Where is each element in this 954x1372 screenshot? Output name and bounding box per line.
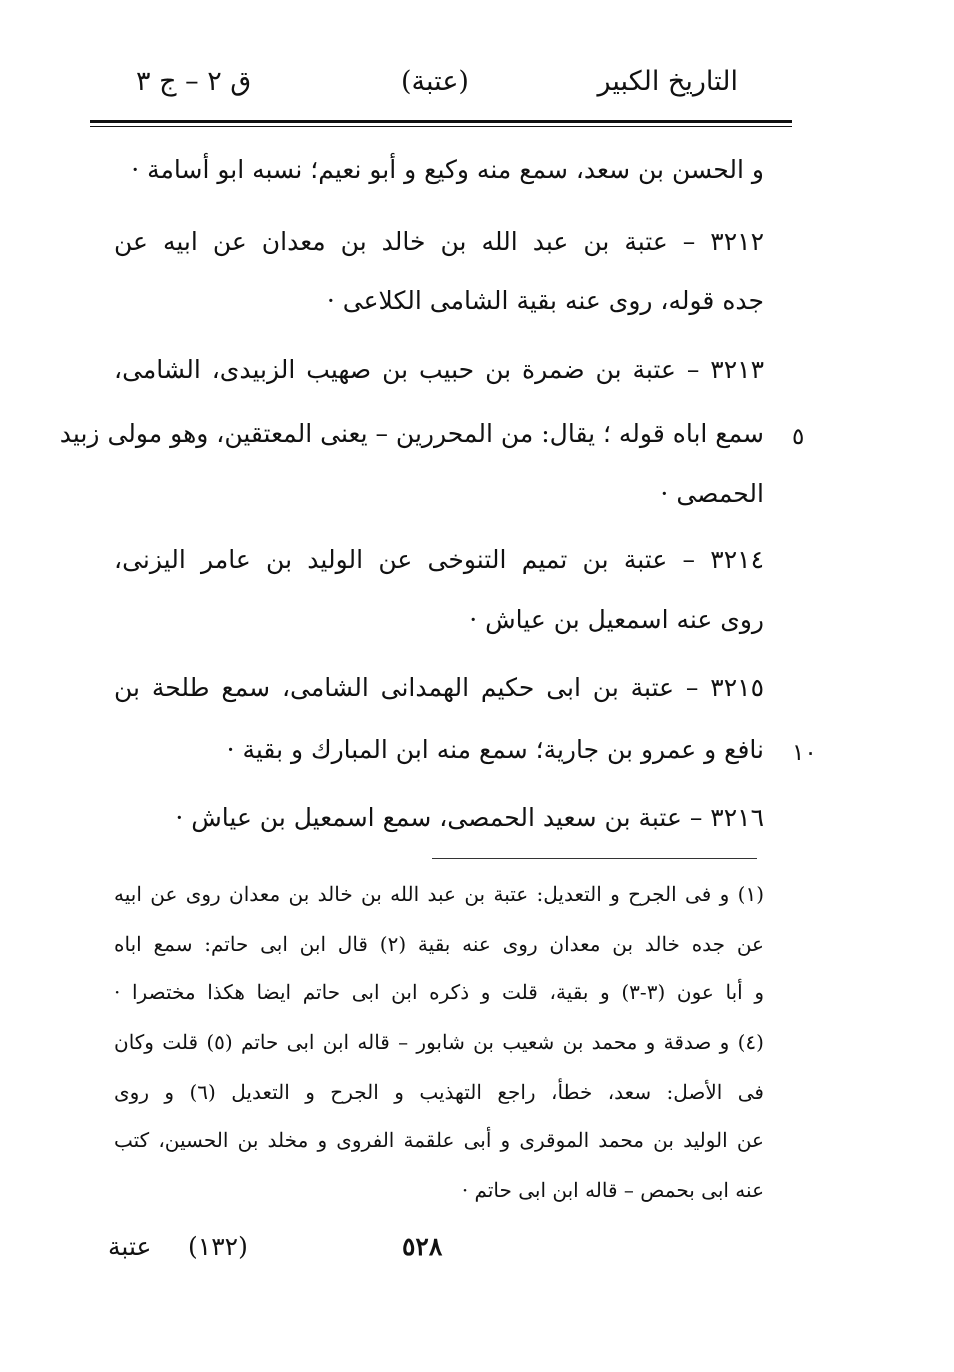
body-line: ٣٢١٥ – عتبة بن ابى حكيم الهمدانى الشامى، سمع طلحة بن [114, 673, 764, 702]
body-line: ٣٢١٤ – عتبة بن تميم التنوخى عن الوليد بن عامر اليزنى، [114, 545, 764, 574]
line-number: ١٠ [792, 740, 817, 766]
page-number: ٥٢٨ [402, 1232, 443, 1261]
header-rule-thin [90, 126, 792, 127]
body-line: و الحسن بن سعد، سمع منه وكيع و أبو نعيم؛ نسبه ابو أسامة · [131, 155, 764, 184]
signature-number: (١٣٢) [188, 1232, 248, 1261]
body-line: ٣٢١٣ – عتبة بن ضمرة بن حبيب بن صهيب الزبيدى، الشامى، [114, 355, 764, 384]
body-line: روى عنه اسمعيل بن عياش · [469, 605, 764, 634]
body-line: نافع و عمرو بن جارية؛ سمع منه ابن المبارك و بقية · [226, 735, 764, 764]
footnote-line: عنه ابى بحمص – قاله ابن ابى حاتم · [461, 1178, 764, 1202]
body-line: الحمصى · [660, 479, 764, 508]
footnote-line: عن الوليد بن محمد الموقرى و أبى علقمة الفروى و مخلد بن الحسين، كتب [114, 1128, 764, 1152]
running-title: التاريخ الكبير [597, 66, 738, 97]
footnote-line: (١) و فى الجرح و التعديل: عتبة بن عبد الله بن خالد بن معدان روى عن ابيه [114, 882, 764, 906]
signature-word: عتبة [108, 1232, 152, 1261]
footnote-separator [432, 858, 757, 859]
header-rule-thick [90, 120, 792, 123]
body-line: سمع اباه قوله ؛ يقال: من المحررين – يعنى المعتقين، وهو مولى زبيد [59, 419, 764, 448]
line-number: ٥ [792, 424, 805, 450]
footnote-line: (٤) و صدقة و محمد بن شعيب بن شابور – قاله ابن ابى حاتم (٥) قلت وكان [114, 1030, 764, 1054]
body-line: ٣٢١٦ – عتبة بن سعيد الحمصى، سمع اسمعيل بن عياش · [175, 803, 764, 832]
body-line: ٣٢١٢ – عتبة بن عبد الله بن خالد بن معدان عن ابيه عن [114, 227, 764, 256]
footnote-line: و أبا عون (٣-٣) و بقية، قلت و ذكره ابن ابى حاتم ايضا هكذا مختصرا · [114, 980, 765, 1004]
running-section: (عتبة) [401, 66, 469, 97]
volume-label: ق ٢ – ج ٣ [136, 66, 252, 97]
footnote-line: عن جده خالد بن معدان روى عنه بقية (٢) قال ابن ابى حاتم: سمع اباه [114, 932, 764, 956]
footnote-line: فى الأصل: سعد، خطأ، راجع التهذيب و الجرح و التعديل (٦) و روى [114, 1080, 764, 1104]
body-line: جده قوله، روى عنه بقية الشامى الكلاعى · [326, 286, 764, 315]
